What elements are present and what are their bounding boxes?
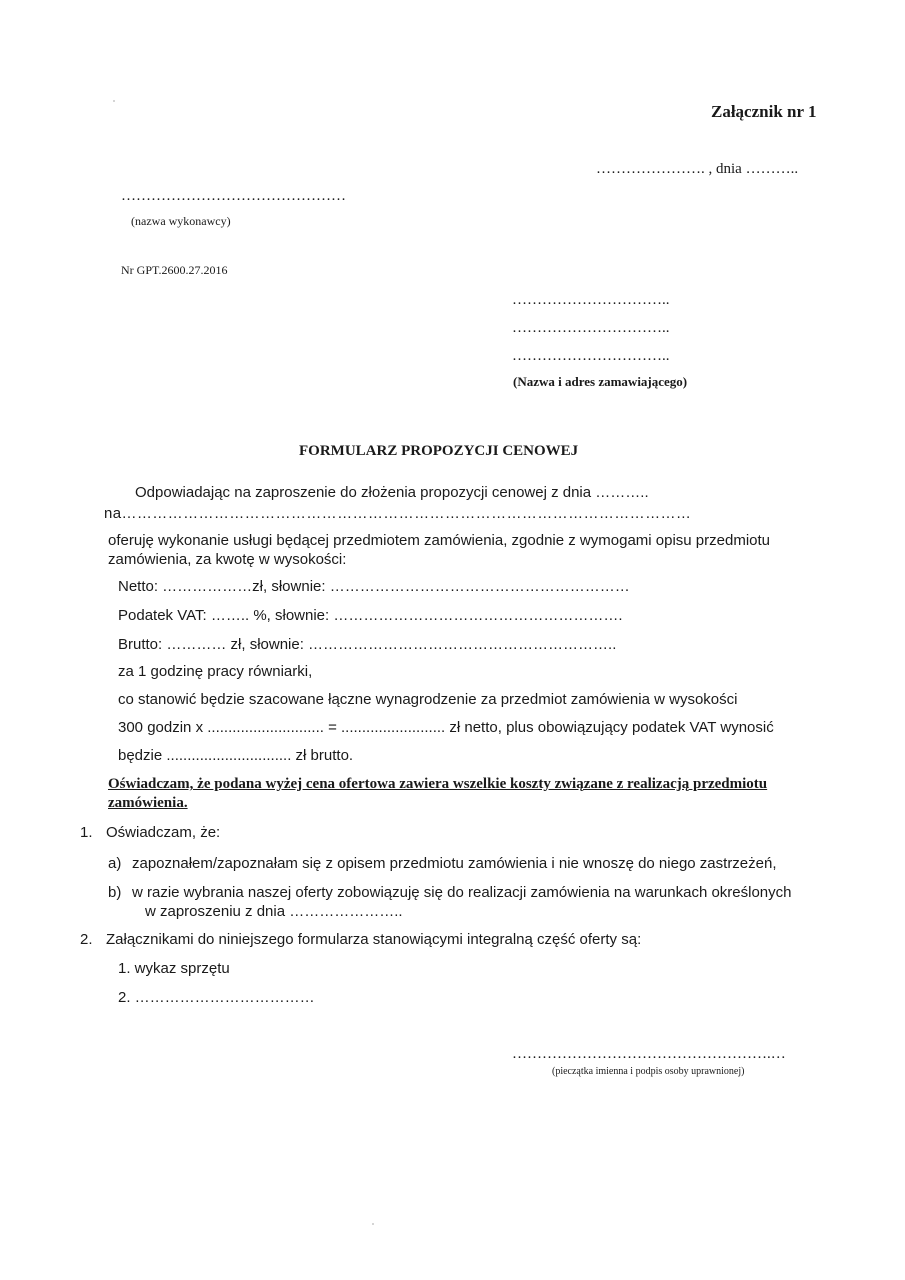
contractor-name-field: ……………………………………… (121, 188, 346, 204)
list-item-1-text: Oświadczam, że: (106, 824, 221, 841)
buyer-line-1: ………………………….. (512, 292, 670, 308)
offer-line-1: oferuję wykonanie usługi będącej przedmiotem zamówienia, zgodnie z wymogami opisu przedmiotu (108, 532, 771, 549)
estimate-line: co stanowić będzie szacowane łączne wynagrodzenie za przedmiot zamówienia w wysokości (118, 691, 738, 708)
place-date-field: …………………. , dnia ……….. (596, 161, 799, 177)
form-title: FORMULARZ PROPOZYCJI CENOWEJ (299, 443, 579, 459)
list-item-2-number: 2. (80, 931, 93, 948)
attachment-item-1: 1. wykaz sprzętu (118, 960, 230, 977)
list-item-2-text: Załącznikami do niniejszego formularza stanowiącymi integralną część oferty są: (106, 931, 642, 948)
buyer-line-2: ………………………….. (512, 320, 670, 336)
contractor-caption: (nazwa wykonawcy) (131, 214, 231, 228)
sub-item-a-marker: a) (108, 855, 122, 872)
intro-line: Odpowiadając na zaproszenie do złożenia propozycji cenowej z dnia ……….. (135, 484, 649, 501)
declaration-line-1: Oświadczam, że podana wyżej cena ofertowa zawiera wszelkie koszty związane z realizacją przedmiotu (108, 776, 768, 792)
vat-line: Podatek VAT: …….. %, słownie: …………………………………………………. (118, 607, 623, 624)
calculation-line: 300 godzin x ............................ = ......................... zł netto, plus obowiązujący podatek VAT wynosić (118, 719, 774, 736)
sub-item-b-text-1: w razie wybrania naszej oferty zobowiązuję się do realizacji zamówienia na warunkach określonych (132, 884, 792, 901)
brutto-total-line: będzie .............................. zł brutto. (118, 747, 354, 764)
attachment-label: Załącznik nr 1 (711, 102, 817, 121)
brutto-line: Brutto: ………… zł, słownie: …………………………………………………….. (118, 636, 617, 653)
sub-item-a-text: zapoznałem/zapoznałam się z opisem przedmiotu zamówienia i nie wnoszę do niego zastrzeżeń, (132, 855, 777, 872)
scan-speck (372, 1223, 374, 1225)
declaration-line-2: zamówienia. (108, 795, 188, 811)
buyer-caption: (Nazwa i adres zamawiającego) (513, 374, 688, 389)
reference-number: Nr GPT.2600.27.2016 (121, 263, 228, 277)
sub-item-b-text-2: w zaproszeniu z dnia ………………….. (145, 903, 403, 920)
list-item-1-number: 1. (80, 824, 93, 841)
subject-line: na………………………………………………………………………………………………… (104, 505, 692, 522)
scan-speck (113, 100, 115, 102)
signature-field: …………………………………………….… (512, 1046, 786, 1062)
buyer-line-3: ………………………….. (512, 348, 670, 364)
netto-line: Netto: ………………zł, słownie: …………………………………………………… (118, 578, 630, 595)
signature-caption: (pieczątka imienna i podpis osoby uprawnionej) (552, 1066, 745, 1077)
attachment-item-2: 2. ……………………………… (118, 989, 315, 1006)
sub-item-b-marker: b) (108, 884, 122, 901)
offer-line-2: zamówienia, za kwotę w wysokości: (108, 551, 347, 568)
hourly-rate-line: za 1 godzinę pracy równiarki, (118, 663, 313, 680)
